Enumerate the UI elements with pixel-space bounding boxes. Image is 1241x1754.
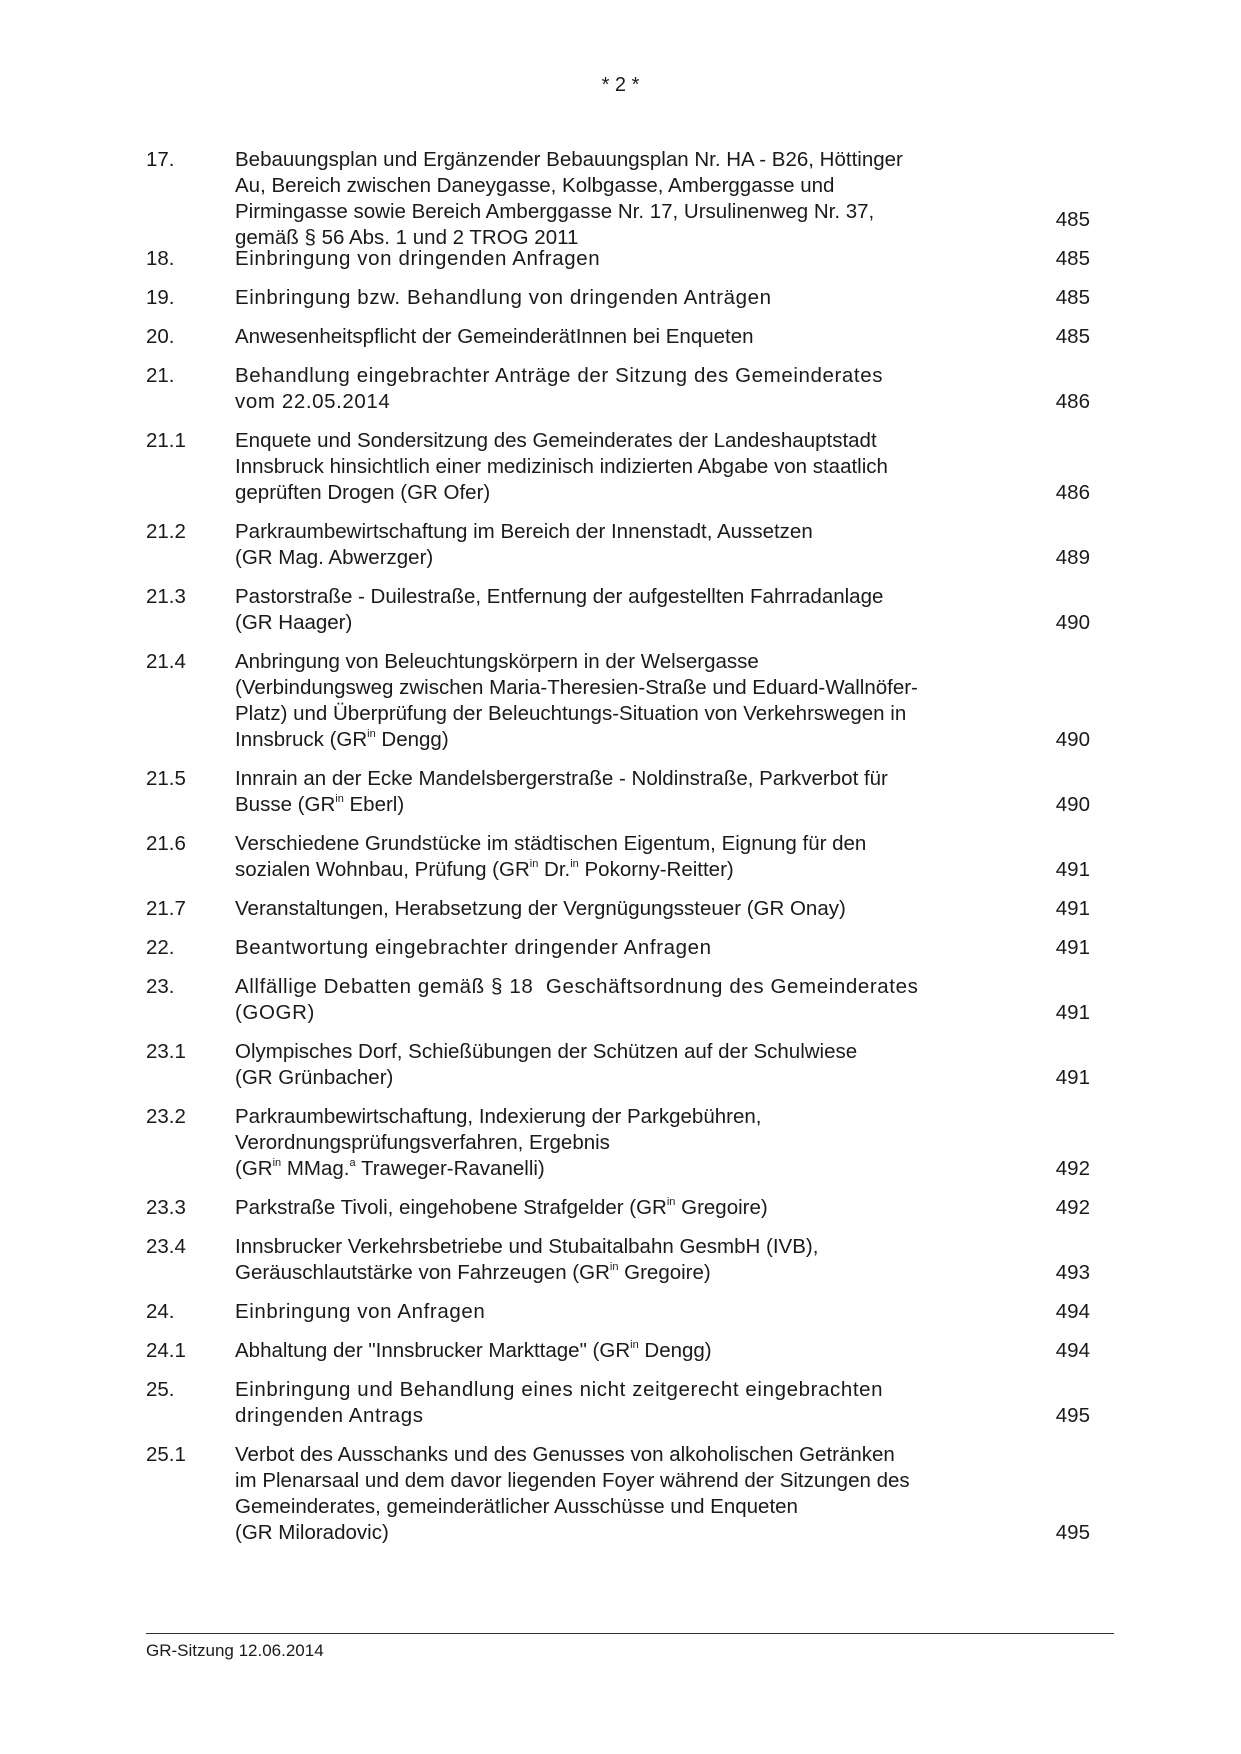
toc-entry bbox=[146, 1442, 1090, 1546]
toc-entry-page: 485 bbox=[1055, 247, 1090, 270]
toc-entry bbox=[146, 1234, 1090, 1286]
toc-entry-number: 22. bbox=[146, 936, 175, 959]
toc-entry-page: 492 bbox=[1055, 1157, 1090, 1180]
toc-title-line: Pirmingasse sowie Bereich Amberggasse Nr. 17, Ursulinenweg Nr. 37, bbox=[235, 200, 875, 223]
toc-entry-page: 491 bbox=[1055, 858, 1090, 881]
toc-entry-page: 492 bbox=[1055, 1196, 1090, 1219]
page-number: * 2 * bbox=[601, 74, 640, 96]
toc-entry-number: 23.3 bbox=[146, 1196, 186, 1219]
footer-session-date: GR-Sitzung 12.06.2014 bbox=[146, 1641, 324, 1660]
toc-entry-title bbox=[235, 1234, 1015, 1286]
toc-title-line: Parkraumbewirtschaftung im Bereich der Innenstadt, Aussetzen bbox=[235, 520, 813, 543]
toc-entry bbox=[146, 831, 1090, 883]
toc-title-line: Busse ($GR^{in}$ Eberl) bbox=[235, 793, 405, 816]
toc-entry bbox=[146, 1338, 1090, 1364]
toc-entry-page: 495 bbox=[1055, 1521, 1090, 1544]
toc-entry-title bbox=[235, 831, 1015, 883]
toc-title-line: vom 22.05.2014 bbox=[235, 390, 391, 413]
toc-entry bbox=[146, 285, 1090, 311]
toc-entry bbox=[146, 246, 1090, 272]
toc-entry bbox=[146, 584, 1090, 636]
toc-entry-number: 23. bbox=[146, 975, 175, 998]
toc-entry-page: 490 bbox=[1055, 728, 1090, 751]
toc-entry-title bbox=[235, 428, 1015, 506]
toc-entry-number: 20. bbox=[146, 325, 175, 348]
toc-title-line: Veranstaltungen, Herabsetzung der Vergnügungssteuer (GR Onay) bbox=[235, 897, 846, 920]
toc-entry-title bbox=[235, 519, 1015, 571]
toc-entry bbox=[146, 428, 1090, 506]
toc-entry bbox=[146, 519, 1090, 571]
table-of-contents bbox=[146, 147, 1090, 1546]
toc-entry-page: 491 bbox=[1055, 1066, 1090, 1089]
toc-entry bbox=[146, 324, 1090, 350]
toc-entry bbox=[146, 1299, 1090, 1325]
toc-entry-number: 25.1 bbox=[146, 1443, 186, 1466]
toc-entry-title bbox=[235, 285, 1015, 311]
toc-title-line: Verschiedene Grundstücke im städtischen Eigentum, Eignung für den bbox=[235, 832, 867, 855]
toc-title-line: Pastorstraße - Duilestraße, Entfernung der aufgestellten Fahrradanlage bbox=[235, 585, 884, 608]
toc-title-line: Einbringung und Behandlung eines nicht zeitgerecht eingebrachten bbox=[235, 1378, 884, 1401]
toc-title-line: (GR Grünbacher) bbox=[235, 1066, 394, 1089]
toc-entry bbox=[146, 1377, 1090, 1429]
toc-title-line: (Verbindungsweg zwischen Maria-Theresien-Straße und Eduard-Wallnöfer- bbox=[235, 676, 918, 699]
toc-title-line: Olympisches Dorf, Schießübungen der Schützen auf der Schulwiese bbox=[235, 1040, 858, 1063]
toc-title-line: Einbringung bzw. Behandlung von dringenden Anträgen bbox=[235, 286, 772, 309]
toc-entry-number: 18. bbox=[146, 247, 175, 270]
toc-entry-page: 486 bbox=[1055, 390, 1090, 413]
toc-entry-title bbox=[235, 1442, 1015, 1546]
toc-title-line: Anbringung von Beleuchtungskörpern in der Welsergasse bbox=[235, 650, 759, 673]
toc-entry-page: 491 bbox=[1055, 936, 1090, 959]
toc-title-line: Parkraumbewirtschaftung, Indexierung der Parkgebühren, bbox=[235, 1105, 762, 1128]
toc-title-line: im Plenarsaal und dem davor liegenden Foyer während der Sitzungen des bbox=[235, 1469, 910, 1492]
toc-entry-number: 24. bbox=[146, 1300, 175, 1323]
toc-title-line: (GOGR) bbox=[235, 1001, 315, 1024]
toc-title-line: Einbringung von Anfragen bbox=[235, 1300, 486, 1323]
toc-entry bbox=[146, 896, 1090, 922]
toc-entry-number: 23.2 bbox=[146, 1105, 186, 1128]
toc-entry-number: 25. bbox=[146, 1378, 175, 1401]
toc-entry-number: 17. bbox=[146, 148, 175, 171]
toc-title-line: Geräuschlautstärke von Fahrzeugen ($GR^{in}$ Gregoire) bbox=[235, 1261, 711, 1284]
toc-title-line: Beantwortung eingebrachter dringender Anfragen bbox=[235, 936, 712, 959]
toc-entry-page: 485 bbox=[1055, 286, 1090, 309]
toc-entry-page: 485 bbox=[1055, 325, 1090, 348]
toc-entry-page: 494 bbox=[1055, 1300, 1090, 1323]
footer-divider bbox=[146, 1633, 1114, 1634]
toc-title-line: dringenden Antrags bbox=[235, 1404, 424, 1427]
toc-entry-title bbox=[235, 896, 1015, 922]
toc-entry-title bbox=[235, 324, 1015, 350]
toc-entry-page: 493 bbox=[1055, 1261, 1090, 1284]
toc-entry-number: 21.7 bbox=[146, 897, 186, 920]
toc-entry-page: 490 bbox=[1055, 611, 1090, 634]
toc-entry-title bbox=[235, 1299, 1015, 1325]
toc-entry-page: 489 bbox=[1055, 546, 1090, 569]
toc-title-line: (GR Miloradovic) bbox=[235, 1521, 389, 1544]
toc-entry-title bbox=[235, 974, 1015, 1026]
toc-entry-number: 21.6 bbox=[146, 832, 186, 855]
toc-entry bbox=[146, 1039, 1090, 1091]
toc-entry bbox=[146, 147, 1090, 249]
toc-entry-title bbox=[235, 1338, 1015, 1364]
toc-entry bbox=[146, 363, 1090, 415]
toc-title-line: Innsbruck ($GR^{in}$ Dengg) bbox=[235, 728, 449, 751]
toc-title-line: (GR Haager) bbox=[235, 611, 353, 634]
toc-entry-number: 21.5 bbox=[146, 767, 186, 790]
toc-entry-page: 491 bbox=[1055, 1001, 1090, 1024]
toc-entry-page: 486 bbox=[1055, 481, 1090, 504]
toc-entry-page: 495 bbox=[1055, 1404, 1090, 1427]
toc-entry-title bbox=[235, 766, 1015, 818]
toc-entry-page: 494 bbox=[1055, 1339, 1090, 1362]
toc-title-line: Enquete und Sondersitzung des Gemeinderates der Landeshauptstadt bbox=[235, 429, 877, 452]
toc-entry-number: 24.1 bbox=[146, 1339, 186, 1362]
toc-title-line: Allfällige Debatten gemäß § 18 Geschäftsordnung des Gemeinderates bbox=[235, 975, 919, 998]
toc-title-line: Behandlung eingebrachter Anträge der Sitzung des Gemeinderates bbox=[235, 364, 884, 387]
toc-title-line: (GR Mag. Abwerzger) bbox=[235, 546, 434, 569]
toc-entry-number: 21. bbox=[146, 364, 175, 387]
toc-entry-number: 23.1 bbox=[146, 1040, 186, 1063]
toc-entry-title bbox=[235, 649, 1015, 753]
toc-entry-number: 23.4 bbox=[146, 1235, 186, 1258]
toc-title-line: Platz) und Überprüfung der Beleuchtungs-Situation von Verkehrswegen in bbox=[235, 702, 907, 725]
toc-title-line: gemäß § 56 Abs. 1 und 2 TROG 2011 bbox=[235, 226, 579, 249]
toc-entry bbox=[146, 766, 1090, 818]
toc-entry-title bbox=[235, 246, 1015, 272]
toc-entry-title bbox=[235, 1377, 1015, 1429]
toc-title-line: Anwesenheitspflicht der GemeinderätInnen bei Enqueten bbox=[235, 325, 754, 348]
toc-entry-number: 21.1 bbox=[146, 429, 186, 452]
toc-title-line: Bebauungsplan und Ergänzender Bebauungsplan Nr. HA - B26, Höttinger bbox=[235, 148, 903, 171]
toc-entry bbox=[146, 974, 1090, 1026]
toc-title-line: Verbot des Ausschanks und des Genusses von alkoholischen Getränken bbox=[235, 1443, 895, 1466]
toc-entry-title bbox=[235, 147, 1015, 251]
toc-entry-number: 21.2 bbox=[146, 520, 186, 543]
toc-entry bbox=[146, 1104, 1090, 1182]
toc-entry-title bbox=[235, 1195, 1015, 1221]
toc-entry-title bbox=[235, 584, 1015, 636]
toc-entry-page: 485 bbox=[1055, 208, 1090, 231]
toc-entry-number: 19. bbox=[146, 286, 175, 309]
toc-title-line: Innsbrucker Verkehrsbetriebe und Stubaitalbahn GesmbH (IVB), bbox=[235, 1235, 819, 1258]
toc-entry-number: 21.3 bbox=[146, 585, 186, 608]
toc-entry-title bbox=[235, 1104, 1015, 1182]
toc-entry-title bbox=[235, 363, 1015, 415]
toc-entry-page: 490 bbox=[1055, 793, 1090, 816]
toc-entry bbox=[146, 935, 1090, 961]
toc-title-line: Verordnungsprüfungsverfahren, Ergebnis bbox=[235, 1131, 610, 1154]
toc-title-line: Innsbruck hinsichtlich einer medizinisch indizierten Abgabe von staatlich bbox=[235, 455, 888, 478]
toc-title-line: geprüften Drogen (GR Ofer) bbox=[235, 481, 491, 504]
toc-title-line: Abhaltung der "Innsbrucker Markttage" ($GR^{in}$ Dengg) bbox=[235, 1339, 712, 1362]
toc-title-line: Au, Bereich zwischen Daneygasse, Kolbgasse, Amberggasse und bbox=[235, 174, 835, 197]
toc-title-line: Gemeinderates, gemeinderätlicher Ausschüsse und Enqueten bbox=[235, 1495, 798, 1518]
toc-title-line: Innrain an der Ecke Mandelsbergerstraße - Noldinstraße, Parkverbot für bbox=[235, 767, 888, 790]
toc-title-line: Parkstraße Tivoli, eingehobene Strafgelder ($GR^{in}$ Gregoire) bbox=[235, 1196, 768, 1219]
toc-title-line: Einbringung von dringenden Anfragen bbox=[235, 247, 601, 270]
toc-title-line: sozialen Wohnbau, Prüfung ($GR^{in}$ Dr.$^{in}$ Pokorny-Reitter) bbox=[235, 858, 734, 881]
toc-entry-page: 491 bbox=[1055, 897, 1090, 920]
toc-entry-number: 21.4 bbox=[146, 650, 186, 673]
toc-title-line: ($GR^{in}$ MMag.$^a$ Traweger-Ravanelli) bbox=[235, 1157, 545, 1180]
toc-entry-title bbox=[235, 1039, 1015, 1091]
toc-entry-title bbox=[235, 935, 1015, 961]
toc-entry bbox=[146, 649, 1090, 753]
toc-entry bbox=[146, 1195, 1090, 1221]
